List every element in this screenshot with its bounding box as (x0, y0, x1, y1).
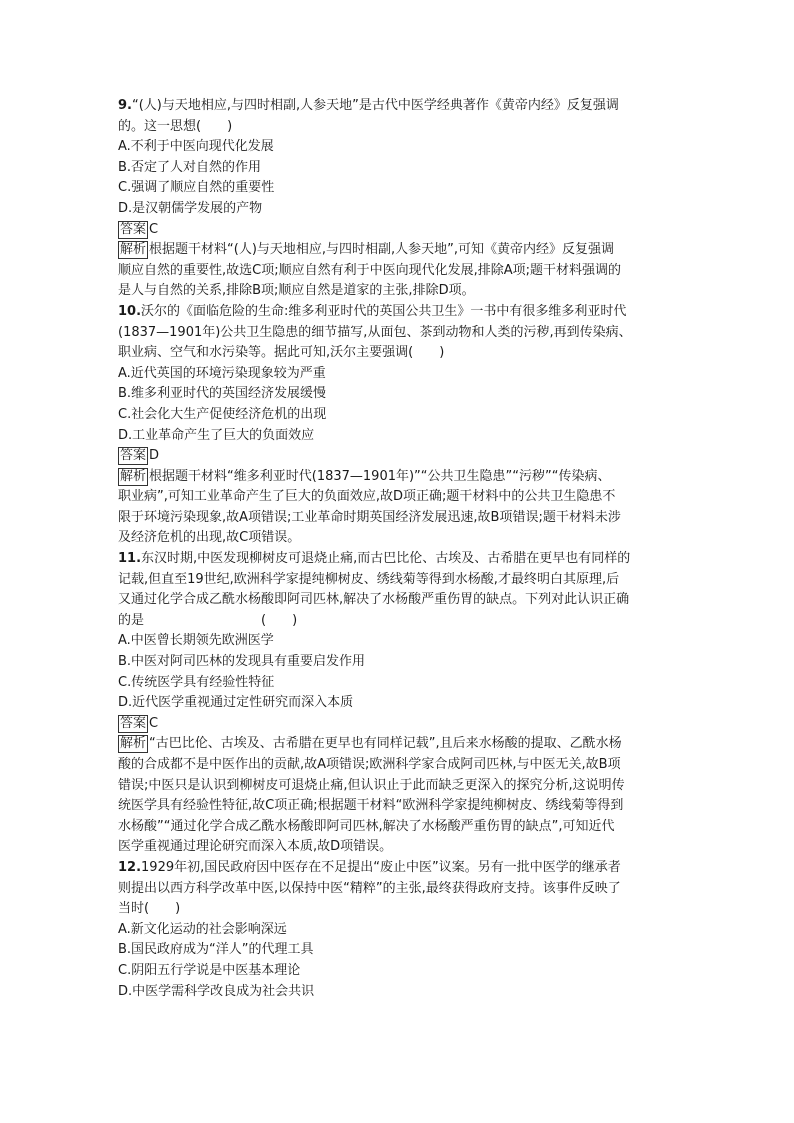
question-stem-text: 东汉时期,中医发现柳树皮可退烧止痛,而古巴比伦、古埃及、古希腊在更早也有同样的 (141, 551, 631, 567)
option-b: B.国民政府成为“洋人”的代理工具 (118, 942, 314, 958)
question-stem-line (118, 302, 688, 323)
analysis-tag: 解析 (120, 468, 147, 484)
answer-line (118, 220, 688, 241)
analysis-line (118, 734, 688, 755)
question-12 (118, 858, 688, 1002)
question-stem-line: 则提出以西方科学改革中医,以保持中医“精粹”的主张,最终获得政府支持。该事件反映了 (118, 880, 621, 896)
option-d: D.工业革命产生了巨大的负面效应 (118, 427, 315, 443)
analysis-text: “古巴比伦、古埃及、古希腊在更早也有同样记载”,且后来水杨酸的提取、乙酰水杨 (149, 736, 622, 752)
question-stem-text: “(人)与天地相应,与四时相副,人参天地”是古代中医学经典著作《黄帝内经》反复强调 (131, 98, 619, 113)
answer-line (118, 446, 688, 467)
answer-tag: 答案 (120, 715, 147, 731)
option-d: D.近代医学重视通过定性研究而深入本质 (118, 695, 354, 711)
option-a: A.不利于中医向现代化发展 (118, 139, 274, 155)
question-number: 10. (118, 303, 142, 319)
question-stem-text: 1929年初,国民政府因中医存在不足提出“废止中医”议案。另有一批中医学的继承者 (141, 859, 621, 875)
option-b: B.中医对阿司匹林的发现具有重要启发作用 (118, 654, 366, 670)
analysis-line: 职业病”,可知工业革命产生了巨大的负面效应,故D项正确;题干材料中的公共卫生隐患不 (118, 489, 616, 505)
analysis-line: 及经济危机的出现,故C项错误。 (118, 530, 301, 546)
option-a: A.近代英国的环境污染现象较为严重 (118, 365, 326, 381)
analysis-line: 限于环境污染现象,故A项错误;工业革命时期英国经济发展迅速,故B项错误;题干材料未涉 (118, 509, 621, 525)
question-stem-line (118, 96, 688, 117)
analysis-line: 顺应自然的重要性,故选C项;顺应自然有利于中医向现代化发展,排除A项;题干材料强调的 (118, 262, 621, 278)
option-b: B.维多利亚时代的英国经济发展缓慢 (118, 386, 327, 402)
option-c: C.强调了顺应自然的重要性 (118, 180, 275, 196)
option-c: C.传统医学具有经验性特征 (118, 674, 275, 690)
option-b: B.否定了人对自然的作用 (118, 159, 262, 175)
question-stem-text: 沃尔的《面临危险的生命:维多利亚时代的英国公共卫生》一书中有很多维多利亚时代 (141, 303, 627, 319)
analysis-line: 是人与自然的关系,排除B项;顺应自然是道家的主张,排除D项。 (118, 283, 475, 299)
answer-tag: 答案 (120, 448, 147, 464)
question-stem-line: 的是 ( ) (118, 612, 298, 628)
option-c: C.阴阳五行学说是中医基本理论 (118, 962, 301, 978)
analysis-text: 根据题干材料“维多利亚时代(1837—1901年)”“公共卫生隐患”“污秽”“传染病、 (149, 468, 611, 484)
analysis-line: 医学重视通过理论研究而深入本质,故D项错误。 (118, 839, 393, 855)
analysis-tag: 解析 (120, 736, 147, 752)
question-11 (118, 549, 688, 858)
question-stem-line: 又通过化学合成乙酰水杨酸即阿司匹林,解决了水杨酸严重伤胃的缺点。下列对此认识正确 (118, 592, 630, 608)
analysis-line (118, 240, 688, 261)
question-stem-line: 记载,但直至19世纪,欧洲科学家提纯柳树皮、绣线菊等得到水杨酸,才最终明白其原理,后 (118, 571, 620, 587)
option-a: A.中医曾长期领先欧洲医学 (118, 633, 274, 649)
answer-value: C (149, 221, 159, 237)
exam-page (118, 96, 688, 1002)
option-d: D.中医学需科学改良成为社会共识 (118, 983, 315, 999)
question-stem-line: 职业病、空气和水污染等。据此可知,沃尔主要强调( ) (118, 345, 445, 361)
analysis-line: 酸的合成都不是中医作出的贡献,故A项错误;欧洲科学家合成阿司匹林,与中医无关,故B项 (118, 757, 621, 772)
question-stem-line (118, 858, 688, 879)
analysis-tag: 解析 (120, 242, 147, 258)
answer-value: D (149, 448, 160, 464)
answer-line (118, 714, 688, 735)
question-number: 11. (118, 551, 142, 567)
question-10 (118, 302, 688, 549)
question-number: 12. (118, 859, 142, 875)
option-a: A.新文化运动的社会影响深远 (118, 921, 287, 937)
analysis-line: 水杨酸”“通过化学合成乙酰水杨酸即阿司匹林,解决了水杨酸严重伤胃的缺点”,可知近代 (118, 818, 615, 834)
answer-value: C (149, 715, 159, 731)
analysis-text: 根据题干材料“(人)与天地相应,与四时相副,人参天地”,可知《黄帝内经》反复强调 (149, 242, 615, 258)
analysis-line: 统医学具有经验性特征,故C项正确;根据题干材料“欧洲科学家提纯柳树皮、绣线菊等得到 (118, 798, 624, 814)
analysis-line (118, 467, 688, 488)
analysis-line: 错误;中医只是认识到柳树皮可退烧止痛,但认识止于此而缺乏更深入的探究分析,这说明传 (118, 777, 625, 793)
question-stem-line: 当时( ) (118, 901, 181, 917)
question-stem-line: (1837—1901年)公共卫生隐患的细节描写,从面包、茶到动物和人类的污秽,再到传染病、 (118, 324, 632, 340)
question-9 (118, 96, 688, 302)
question-stem-line: 的。这一思想( ) (118, 118, 233, 134)
option-c: C.社会化大生产促使经济危机的出现 (118, 406, 327, 422)
answer-tag: 答案 (120, 221, 147, 237)
option-d: D.是汉朝儒学发展的产物 (118, 200, 263, 216)
question-number: 9. (118, 98, 132, 113)
question-stem-line (118, 549, 688, 570)
